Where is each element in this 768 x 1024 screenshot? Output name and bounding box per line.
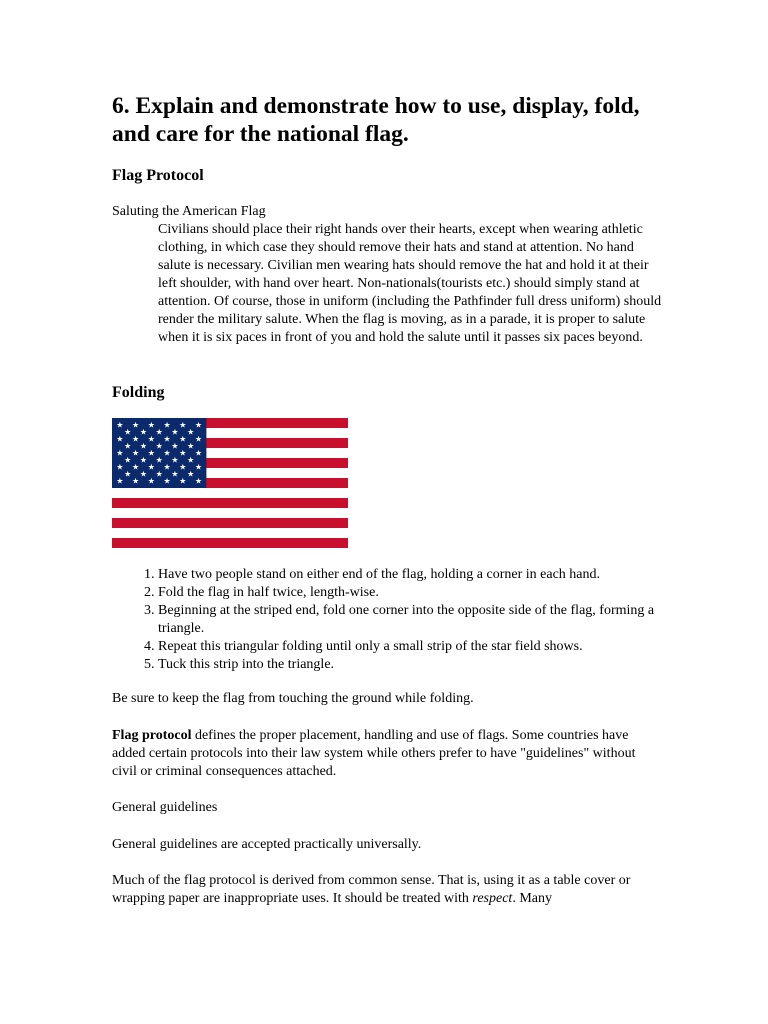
section-heading-flag-protocol: Flag Protocol	[112, 167, 204, 184]
respect-emphasis: respect	[472, 891, 513, 906]
subheading-general-guidelines: General guidelines	[112, 800, 218, 815]
folding-steps-list	[112, 566, 698, 674]
flag-stripe	[112, 488, 348, 498]
list-item: 2. Fold the flag in half twice, length-wise.	[158, 584, 698, 602]
american-flag-image	[112, 418, 348, 548]
list-item: 4. Repeat this triangular folding until only a small strip of the star field shows.	[158, 638, 698, 656]
flag-protocol-paragraph	[112, 727, 652, 781]
subheading-saluting: Saluting the American Flag	[112, 204, 266, 219]
flag-stripe	[112, 528, 348, 538]
flag-stripe	[112, 538, 348, 548]
flag-stripe	[112, 498, 348, 508]
general-guidelines-text: General guidelines are accepted practically universally.	[112, 837, 422, 852]
flag-canton	[112, 418, 206, 488]
section-heading-folding: Folding	[112, 384, 165, 401]
list-item: 5. Tuck this strip into the triangle.	[158, 656, 698, 674]
common-sense-paragraph	[112, 872, 662, 908]
list-item: 3. Beginning at the striped end, fold one corner into the opposite side of the flag, forming a triangle.	[158, 602, 698, 638]
page-title: 6. Explain and demonstrate how to use, display, fold, and care for the national flag.	[112, 93, 640, 147]
saluting-paragraph: Civilians should place their right hands over their hearts, except when wearing athletic clothing, in which case they should remove their hats and stand at attention. No hand salute is necessary. Civilian men wearing hats should remove the hat and hold it at their left shoulder, with hand over heart. Non-nationals(tourists etc.) should simply stand at attention. Of course, those in uniform (including the Pathfinder full dress uniform) should render the military salute. When the flag is moving, as in a parade, it is proper to salute when it is six paces in front of you and hold the salute until it passes six paces beyond.	[158, 222, 662, 345]
folding-note: Be sure to keep the flag from touching the ground while folding.	[112, 691, 474, 706]
list-item: 1. Have two people stand on either end of the flag, holding a corner in each hand.	[158, 566, 698, 584]
flag-stripe	[112, 508, 348, 518]
flag-protocol-term: Flag protocol	[112, 728, 192, 743]
flag-protocol-definition: defines the proper placement, handling and use of flags. Some countries have added certain protocols into their law system while others prefer to have "guidelines" without civil or criminal consequences attached.	[112, 728, 636, 779]
common-sense-text: Much of the flag protocol is derived from common sense. That is, using it as a table cover or wrapping paper are inappropriate uses. It should be treated with	[112, 873, 631, 906]
common-sense-tail: . Many	[512, 891, 552, 906]
flag-stripe	[112, 518, 348, 528]
